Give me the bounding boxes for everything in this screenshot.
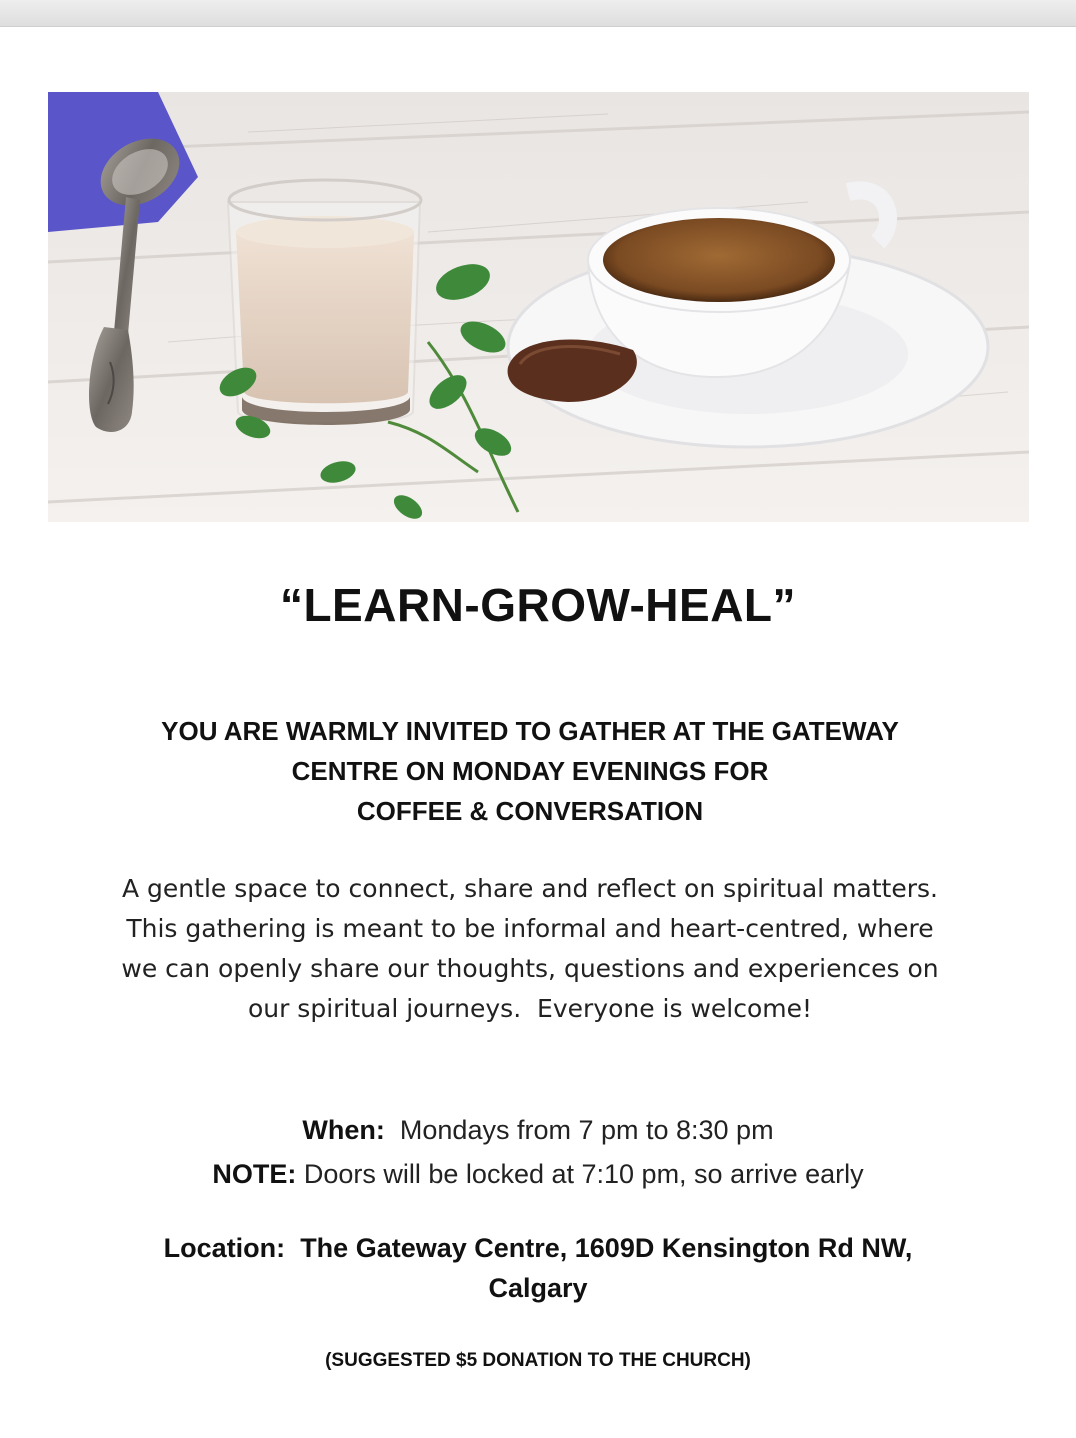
location-row bbox=[0, 1228, 1076, 1268]
hero-image bbox=[48, 92, 1029, 522]
note-value: Doors will be locked at 7:10 pm, so arrive early bbox=[303, 1159, 864, 1189]
description-line: This gathering is meant to be informal and heart-centred, where bbox=[126, 914, 934, 943]
invitation-heading bbox=[90, 711, 970, 831]
invitation-line: CENTRE ON MONDAY EVENINGS FOR bbox=[291, 756, 769, 786]
note-label: NOTE: bbox=[212, 1159, 297, 1189]
invitation-line: YOU ARE WARMLY INVITED TO GATHER AT THE GATEWAY bbox=[161, 716, 899, 746]
page-title: “LEARN-GROW-HEAL” bbox=[279, 579, 797, 631]
note-row bbox=[0, 1152, 1076, 1196]
location-block bbox=[0, 1228, 1076, 1308]
when-row bbox=[0, 1108, 1076, 1152]
description bbox=[40, 869, 1020, 1029]
description-line: our spiritual journeys. Everyone is welcome! bbox=[247, 994, 813, 1023]
invitation-line: COFFEE & CONVERSATION bbox=[356, 796, 704, 826]
browser-top-bar bbox=[0, 0, 1076, 27]
donation-note: (SUGGESTED $5 DONATION TO THE CHURCH) bbox=[325, 1350, 751, 1371]
location-city: Calgary bbox=[488, 1273, 588, 1303]
event-details bbox=[0, 1108, 1076, 1196]
description-line: we can openly share our thoughts, questions and experiences on bbox=[121, 954, 939, 983]
location-address: The Gateway Centre, 1609D Kensington Rd NW, bbox=[300, 1233, 913, 1263]
milk-glass-icon bbox=[228, 180, 421, 425]
location-label: Location: bbox=[163, 1233, 286, 1263]
when-label: When: bbox=[302, 1115, 385, 1145]
when-value: Mondays from 7 pm to 8:30 pm bbox=[399, 1115, 774, 1145]
description-line: A gentle space to connect, share and reflect on spiritual matters. bbox=[122, 874, 938, 903]
